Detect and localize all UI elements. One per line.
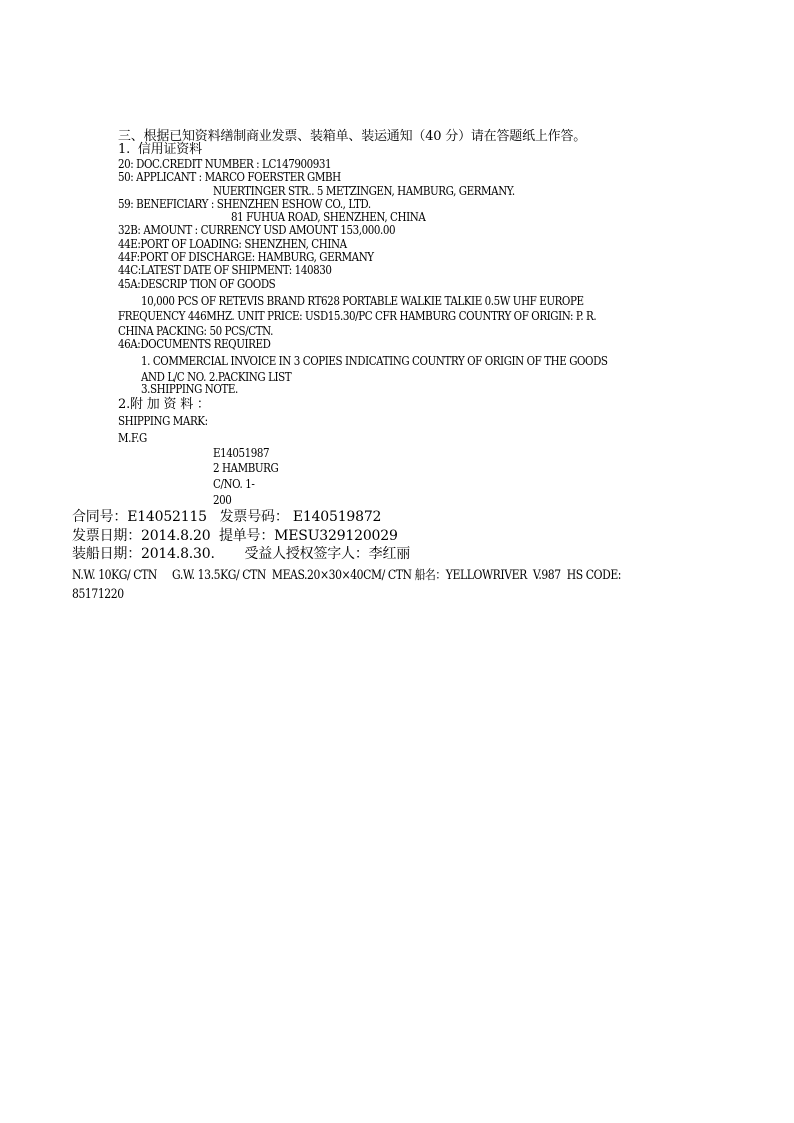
lc-beneficiary: 59: BENEFICIARY : SHENZHEN ESHOW CO., LTD. xyxy=(118,197,371,211)
lc-goods-heading: 45A:DESCRIP TION OF GOODS xyxy=(118,277,276,291)
shipping-mark-line-5: 200 xyxy=(213,493,232,507)
lc-applicant-address: NUERTINGER STR.. 5 METZINGEN, HAMBURG, GERMANY. xyxy=(213,184,515,198)
contract-line: 合同号：E14052115 发票号码： E140519872 xyxy=(72,509,382,525)
shipment-date-line: 装船日期：2014.8.30. 受益人授权签字人：李红丽 xyxy=(72,546,411,562)
lc-documents-heading: 46A:DOCUMENTS REQUIRED xyxy=(118,337,271,351)
lc-doc-line-3: 3.SHIPPING NOTE. xyxy=(141,382,238,396)
lc-amount: 32B: AMOUNT : CURRENCY USD AMOUNT 153,000.00 xyxy=(118,223,396,237)
shipping-mark-label: SHIPPING MARK: xyxy=(118,414,208,428)
lc-goods-line-1: 10,000 PCS OF RETEVIS BRAND RT628 PORTABLE WALKIE TALKIE 0.5W UHF EUROPE xyxy=(141,294,584,308)
shipping-mark-line-3: 2 HAMBURG xyxy=(213,461,279,475)
lc-goods-line-2: FREQUENCY 446MHZ. UNIT PRICE: USD15.30/PC CFR HAMBURG COUNTRY OF ORIGIN: P. R. xyxy=(118,309,597,323)
lc-applicant: 50: APPLICANT : MARCO FOERSTER GMBH xyxy=(118,170,341,184)
section1-heading: 1. 信用证资料 xyxy=(118,142,202,157)
shipping-mark-line-1: M.F.G xyxy=(118,431,147,445)
shipping-mark-line-4: C/NO. 1- xyxy=(213,477,255,491)
lc-latest-shipment: 44C:LATEST DATE OF SHIPMENT: 140830 xyxy=(118,263,332,277)
lc-port-of-discharge: 44F:PORT OF DISCHARGE: HAMBURG, GERMANY xyxy=(118,250,374,264)
lc-doc-line-2: AND L/C NO. 2.PACKING LIST xyxy=(141,370,292,384)
shipping-mark-line-2: E14051987 xyxy=(213,446,270,460)
invoice-date-line: 发票日期：2014.8.20 提单号：MESU329120029 xyxy=(72,528,398,544)
lc-goods-line-3: CHINA PACKING: 50 PCS/CTN. xyxy=(118,324,273,338)
weights-line: N.W. 10KG/ CTN G.W. 13.5KG/ CTN MEAS.20×30×40CM/ CTN 船名：YELLOWRIVER V.987 HS CODE: xyxy=(72,567,622,582)
question-title: 三、根据已知资料缮制商业发票、装箱单、装运通知（40 分）请在答题纸上作答。 xyxy=(118,129,587,144)
hs-code: 85171220 xyxy=(72,586,124,601)
lc-beneficiary-address: 81 FUHUA ROAD, SHENZHEN, CHINA xyxy=(231,210,426,224)
lc-doc-credit-number: 20: DOC.CREDIT NUMBER : LC147900931 xyxy=(118,157,332,171)
section2-heading: 2.附 加 资 料 ： xyxy=(118,397,210,412)
lc-doc-line-1: 1. COMMERCIAL INVOICE IN 3 COPIES INDICATING COUNTRY OF ORIGIN OF THE GOODS xyxy=(141,354,608,368)
lc-port-of-loading: 44E:PORT OF LOADING: SHENZHEN, CHINA xyxy=(118,237,347,251)
